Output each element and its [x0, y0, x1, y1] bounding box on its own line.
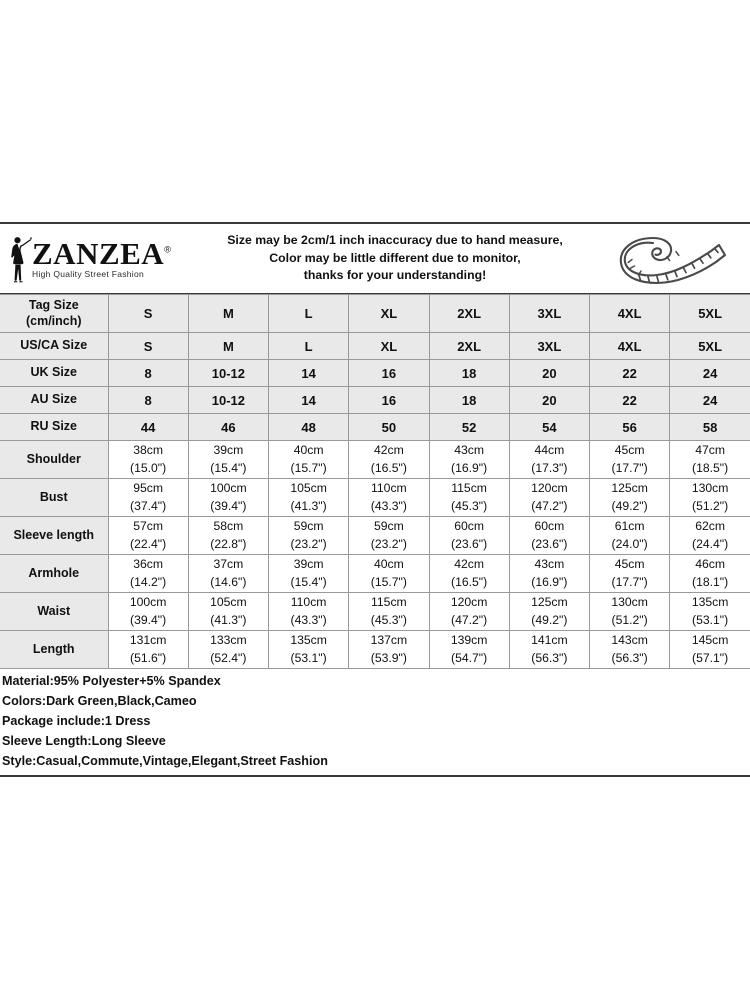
measurement-cell [269, 517, 349, 555]
measurement-cell [188, 479, 268, 517]
measurement-cm: 139cm [450, 633, 488, 648]
measurement-cell [188, 555, 268, 593]
brand-tagline: High Quality Street Fashion [32, 269, 145, 280]
size-cell: 8 [108, 387, 188, 414]
measurement-cm: 120cm [531, 481, 568, 496]
measurement-cell [670, 441, 750, 479]
size-cell: M [188, 333, 268, 360]
measurement-cm: 110cm [371, 481, 407, 496]
measurement-cell [108, 441, 188, 479]
size-cell: 18 [429, 387, 509, 414]
measurement-inch: (53.1") [692, 612, 729, 627]
measurement-cm: 42cm [454, 557, 485, 572]
measurement-cm: 125cm [531, 595, 568, 610]
measurement-cell [590, 441, 670, 479]
measurement-cm: 145cm [691, 633, 729, 648]
row-label: Shoulder [0, 441, 108, 479]
measurement-cm: 39cm [293, 557, 324, 572]
size-cell: 16 [349, 360, 429, 387]
measurement-cell [590, 479, 670, 517]
table-row [0, 517, 750, 555]
measurement-cell [349, 441, 429, 479]
measurement-cm: 135cm [290, 633, 327, 648]
measurement-inch: (49.2") [611, 498, 648, 513]
measurement-inch: (17.3") [531, 460, 568, 475]
measurement-inch: (15.4") [210, 460, 247, 475]
measurement-inch: (39.4") [210, 498, 247, 513]
measurement-cell [509, 555, 589, 593]
measurement-cell [108, 517, 188, 555]
size-cell: 10-12 [188, 360, 268, 387]
measurement-inch: (43.3") [290, 612, 327, 627]
measurement-cm: 59cm [293, 519, 324, 534]
measurement-cm: 57cm [133, 519, 164, 534]
measurement-inch: (56.3") [611, 650, 648, 665]
measurement-cm: 137cm [370, 633, 408, 648]
measurement-inch: (18.5") [692, 460, 729, 475]
measurement-cm: 60cm [454, 519, 485, 534]
measurement-inch: (54.7") [451, 650, 488, 665]
measurement-inch: (23.6") [531, 536, 568, 551]
measurement-cm: 60cm [534, 519, 565, 534]
size-cell: L [269, 333, 349, 360]
measurement-inch: (22.8") [210, 536, 247, 551]
measurement-inch: (56.3") [531, 650, 568, 665]
size-cell: 20 [509, 360, 589, 387]
table-row [0, 387, 750, 414]
measurement-cm: 130cm [611, 595, 648, 610]
product-info-line: Material:95% Polyester+5% Spandex [2, 674, 221, 688]
row-label: RU Size [0, 414, 108, 441]
measurement-cm: 110cm [290, 595, 327, 610]
measurement-cell [188, 631, 268, 669]
measurement-cell [509, 517, 589, 555]
measurement-cm: 105cm [210, 595, 247, 610]
measurement-cm: 46cm [695, 557, 726, 572]
measurement-inch: (51.2") [692, 498, 729, 513]
size-cell: 2XL [429, 295, 509, 333]
measurement-inch: (17.7") [611, 460, 648, 475]
measurement-cm: 37cm [213, 557, 244, 572]
brand-name-text: ZANZEA [32, 236, 165, 272]
measurement-cell [108, 479, 188, 517]
size-cell: 3XL [509, 295, 589, 333]
table-row [0, 555, 750, 593]
size-cell: S [108, 333, 188, 360]
size-cell: 24 [670, 360, 750, 387]
measurement-cell [429, 517, 509, 555]
measurement-inch: (16.9") [451, 460, 488, 475]
measurement-cm: 40cm [293, 443, 324, 458]
size-cell: 8 [108, 360, 188, 387]
size-cell: 20 [509, 387, 589, 414]
measurement-cell [269, 441, 349, 479]
row-label: Length [0, 631, 108, 669]
measurement-cm: 58cm [213, 519, 244, 534]
size-cell: 4XL [590, 295, 670, 333]
size-cell: 44 [108, 414, 188, 441]
size-cell: 2XL [429, 333, 509, 360]
measurement-cm: 130cm [691, 481, 729, 496]
measurement-inch: (24.4") [692, 536, 729, 551]
measurement-cm: 61cm [614, 519, 645, 534]
measurement-inch: (24.0") [611, 536, 648, 551]
measurement-cm: 45cm [614, 557, 645, 572]
measurement-cm: 59cm [373, 519, 404, 534]
measurement-cm: 133cm [210, 633, 247, 648]
notice-line-1: Size may be 2cm/1 inch inaccuracy due to hand measure, [227, 232, 563, 247]
size-cell: 48 [269, 414, 349, 441]
measurement-cm: 143cm [611, 633, 648, 648]
measurement-inch: (15.7") [370, 574, 407, 589]
measurement-inch: (41.3") [210, 612, 247, 627]
measurement-cm: 42cm [373, 443, 404, 458]
measurement-cm: 47cm [695, 443, 726, 458]
measurement-cell [269, 631, 349, 669]
row-label: Waist [0, 593, 108, 631]
measurement-cell [509, 479, 589, 517]
table-row [0, 631, 750, 669]
measurement-cell [349, 517, 429, 555]
measurement-inch: (43.3") [370, 498, 407, 513]
table-row [0, 479, 750, 517]
measurement-inch: (47.2") [531, 498, 568, 513]
measurement-cm: 62cm [695, 519, 726, 534]
measurement-inch: (16.5") [451, 574, 488, 589]
size-chart-block [0, 222, 750, 777]
measurement-inch: (14.6") [210, 574, 247, 589]
table-row [0, 333, 750, 360]
measurement-cm: 131cm [129, 633, 167, 648]
measurement-cell [349, 555, 429, 593]
size-chart-body [0, 295, 750, 669]
product-info-list [0, 669, 750, 777]
measurement-cell [670, 555, 750, 593]
measurement-inch: (45.3") [451, 498, 488, 513]
row-label: Bust [0, 479, 108, 517]
size-cell: XL [349, 295, 429, 333]
table-row [0, 360, 750, 387]
measurement-cell [509, 631, 589, 669]
measurement-cell [269, 593, 349, 631]
measurement-cell [590, 517, 670, 555]
size-cell: 18 [429, 360, 509, 387]
measuring-tape-icon [615, 231, 735, 287]
row-label-line-1: Tag Size [28, 297, 79, 312]
measurement-cell [108, 555, 188, 593]
size-cell: 16 [349, 387, 429, 414]
measurement-cell [349, 593, 429, 631]
size-cell: 56 [590, 414, 670, 441]
row-label: US/CA Size [0, 333, 108, 360]
size-cell: L [269, 295, 349, 333]
table-row [0, 441, 750, 479]
measurement-inch: (22.4") [130, 536, 167, 551]
measurement-cell [349, 631, 429, 669]
measurement-cm: 141cm [531, 633, 568, 648]
size-cell: S [108, 295, 188, 333]
size-cell: 54 [509, 414, 589, 441]
measurement-cm: 38cm [133, 443, 164, 458]
measurement-inch: (51.6") [130, 650, 167, 665]
measurement-inch: (23.2") [290, 536, 327, 551]
measurement-cell [188, 593, 268, 631]
measurement-cm: 100cm [129, 595, 167, 610]
size-cell: 22 [590, 360, 670, 387]
measurement-inch: (47.2") [451, 612, 488, 627]
measurement-cm: 115cm [371, 595, 407, 610]
measurement-cell [670, 631, 750, 669]
measurement-inch: (57.1") [692, 650, 729, 665]
measurement-notice [190, 232, 600, 285]
measurement-inch: (23.2") [370, 536, 407, 551]
measurement-cm: 36cm [133, 557, 164, 572]
measurement-cm: 45cm [614, 443, 645, 458]
row-label: AU Size [0, 387, 108, 414]
row-label-line-2: (cm/inch) [25, 313, 82, 328]
measurement-cell [429, 593, 509, 631]
measurement-cell [670, 593, 750, 631]
measurement-inch: (37.4") [130, 498, 167, 513]
measurement-cell [108, 593, 188, 631]
measurement-cm: 44cm [534, 443, 565, 458]
measurement-inch: (52.4") [210, 650, 247, 665]
measurement-cell [429, 441, 509, 479]
measurement-inch: (23.6") [451, 536, 488, 551]
size-cell: 5XL [670, 333, 750, 360]
registered-mark: ® [164, 244, 172, 255]
size-cell: 50 [349, 414, 429, 441]
measurement-inch: (18.1") [692, 574, 729, 589]
measurement-inch: (53.1") [290, 650, 327, 665]
row-label [0, 295, 108, 333]
measurement-cm: 95cm [133, 481, 164, 496]
size-cell: 10-12 [188, 387, 268, 414]
measurement-inch: (15.7") [290, 460, 327, 475]
measurement-inch: (15.4") [290, 574, 327, 589]
measurement-cell [429, 479, 509, 517]
measuring-tape-illustration [600, 231, 750, 287]
measurement-cell [188, 517, 268, 555]
size-cell: 52 [429, 414, 509, 441]
measurement-cm: 43cm [534, 557, 565, 572]
size-cell: 5XL [670, 295, 750, 333]
product-info-line: Package include:1 Dress [2, 713, 151, 728]
measurement-inch: (49.2") [531, 612, 568, 627]
measurement-cell [670, 479, 750, 517]
measurement-cell [670, 517, 750, 555]
notice-line-2: Color may be little different due to monitor, [269, 250, 521, 265]
measurement-cell [590, 631, 670, 669]
size-cell: XL [349, 333, 429, 360]
size-cell: 4XL [590, 333, 670, 360]
measurement-cm: 120cm [450, 595, 488, 610]
measurement-inch: (41.3") [290, 498, 327, 513]
measurement-inch: (16.5") [370, 460, 407, 475]
measurement-inch: (15.0") [130, 460, 167, 475]
size-cell: 3XL [509, 333, 589, 360]
measurement-cm: 40cm [373, 557, 404, 572]
brand-logo [0, 235, 190, 283]
row-label: Armhole [0, 555, 108, 593]
notice-line-3: thanks for your understanding! [303, 268, 487, 283]
measurement-cell [188, 441, 268, 479]
chart-header [0, 222, 750, 294]
measurement-cm: 100cm [210, 481, 247, 496]
measurement-inch: (14.2") [130, 574, 167, 589]
product-info-line: Style:Casual,Commute,Vintage,Elegant,Street Fashion [2, 753, 328, 768]
measurement-cm: 125cm [611, 481, 648, 496]
row-label: UK Size [0, 360, 108, 387]
measurement-cm: 105cm [290, 481, 327, 496]
measurement-cell [269, 479, 349, 517]
brand-name [32, 236, 172, 272]
measurement-inch: (39.4") [130, 612, 167, 627]
measurement-inch: (51.2") [611, 612, 648, 627]
measurement-cm: 115cm [451, 481, 487, 496]
table-row [0, 593, 750, 631]
measurement-cell [509, 593, 589, 631]
table-row [0, 295, 750, 333]
measurement-inch: (17.7") [611, 574, 648, 589]
measurement-cell [590, 555, 670, 593]
measurement-inch: (53.9") [370, 650, 407, 665]
woman-silhouette-icon [6, 235, 32, 283]
measurement-cell [349, 479, 429, 517]
measurement-cell [509, 441, 589, 479]
measurement-cell [429, 631, 509, 669]
measurement-cm: 39cm [213, 443, 244, 458]
size-cell: M [188, 295, 268, 333]
measurement-cell [108, 631, 188, 669]
measurement-cm: 43cm [454, 443, 485, 458]
size-cell: 14 [269, 360, 349, 387]
size-cell: 58 [670, 414, 750, 441]
row-label: Sleeve length [0, 517, 108, 555]
size-cell: 14 [269, 387, 349, 414]
measurement-cell [269, 555, 349, 593]
size-cell: 46 [188, 414, 268, 441]
measurement-cm: 135cm [691, 595, 729, 610]
size-chart-table [0, 294, 750, 669]
measurement-cell [429, 555, 509, 593]
product-info-line: Sleeve Length:Long Sleeve [2, 733, 166, 748]
size-cell: 24 [670, 387, 750, 414]
product-info-line: Colors:Dark Green,Black,Cameo [2, 693, 197, 708]
table-row [0, 414, 750, 441]
size-cell: 22 [590, 387, 670, 414]
measurement-inch: (16.9") [531, 574, 568, 589]
measurement-cell [590, 593, 670, 631]
measurement-inch: (45.3") [370, 612, 407, 627]
